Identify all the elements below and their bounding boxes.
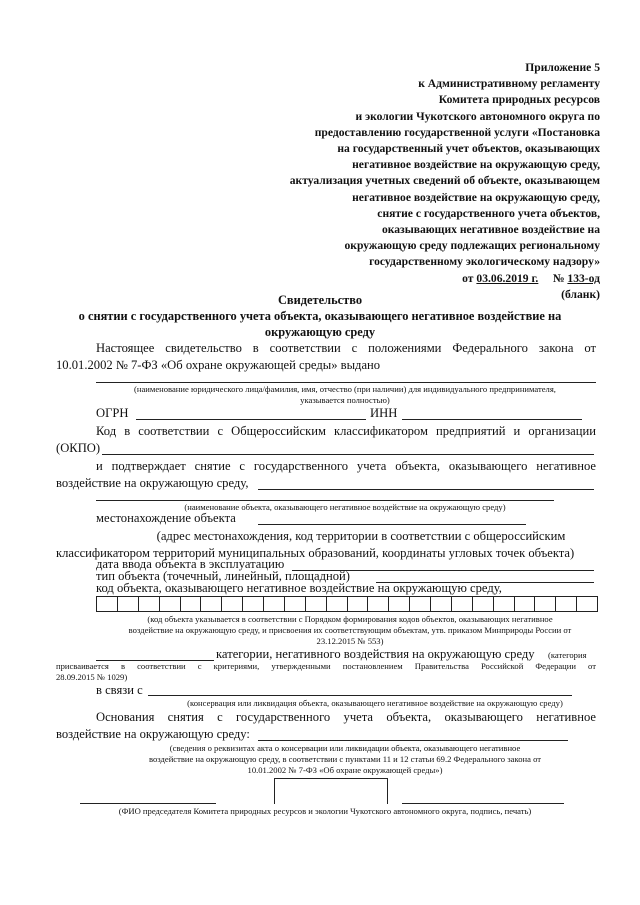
date-number-line — [220, 271, 600, 287]
object-name-field[interactable] — [96, 500, 554, 501]
okpo-label: (ОКПО) — [56, 441, 101, 455]
okpo-field[interactable] — [102, 454, 594, 455]
commission-date-label: дата ввода объекта в эксплуатацию — [96, 557, 285, 571]
appendix-line: предоставлению государственной услуги «Постановка — [314, 125, 600, 139]
title-line-3: окружающую среду — [264, 325, 376, 339]
okpo-line-1: Код в соответствии с Общероссийским классификатором предприятий и организации — [96, 424, 596, 438]
code-cell[interactable] — [201, 597, 222, 611]
code-cell[interactable] — [368, 597, 389, 611]
appendix-line: снятие с государственного учета объектов, — [377, 206, 600, 220]
grounds-hint-1: (сведения о реквизитах акта о консервации или ликвидации объекта, оказывающего негативное — [169, 743, 521, 753]
location-field[interactable] — [258, 524, 526, 525]
appendix-line: и экологии Чукотского автономного округа по — [355, 109, 600, 123]
object-name-hint: (наименование объекта, оказывающего негативное воздействие на окружающую среду) — [184, 502, 506, 512]
signature-hint: (ФИО председателя Комитета природных ресурсов и экологии Чукотского автономного округа, подпись, печать) — [118, 806, 532, 816]
appendix-line: на государственный учет объектов, оказывающих — [337, 142, 600, 156]
confirm-line-2: воздействие на окружающую среду, — [56, 476, 249, 490]
chairman-name-field[interactable] — [80, 803, 216, 804]
appendix-line: Комитета природных ресурсов — [438, 93, 600, 107]
title-line-1: Свидетельство — [277, 293, 363, 307]
code-cell[interactable] — [243, 597, 264, 611]
document-number: 133-од — [567, 271, 600, 285]
object-inline-field[interactable] — [258, 489, 594, 490]
code-cell[interactable] — [264, 597, 285, 611]
number-prefix: № — [552, 271, 568, 285]
due-to-hint: (консервация или ликвидация объекта, оказывающего негативное воздействие на окружающую среду) — [187, 698, 563, 708]
object-code-label: код объекта, оказывающего негативное воздействие на окружающую среду, — [96, 581, 502, 595]
code-hint-1: (код объекта указывается в соответствии с Порядком формирования кодов объектов, оказывающих негативное — [147, 614, 553, 624]
due-to-field[interactable] — [148, 695, 572, 696]
code-cell[interactable] — [452, 597, 473, 611]
intro-line-1: Настоящее свидетельство в соответствии с положениями Федерального закона от — [96, 341, 596, 355]
address-hint-1: (адрес местонахождения, код территории в соответствии с общероссийским — [156, 529, 566, 543]
code-cell[interactable] — [160, 597, 181, 611]
code-cell[interactable] — [535, 597, 556, 611]
grounds-line-2: воздействие на окружающую среду: — [56, 727, 250, 741]
grounds-hint-2: воздействие на окружающую среду, в соответствии с пунктами 11 и 12 статьи 69.2 Федерального закона от — [148, 754, 542, 764]
code-cell[interactable] — [556, 597, 577, 611]
category-label: категории, негативного воздействия на окружающую среду — [216, 647, 535, 661]
appendix-header — [220, 60, 600, 303]
document-date: 03.06.2019 г. — [476, 271, 539, 285]
certificate-title — [40, 292, 600, 340]
grounds-field[interactable] — [258, 740, 568, 741]
inn-field[interactable] — [402, 419, 582, 420]
inn-label: ИНН — [370, 406, 398, 420]
category-hint-2: 28.09.2015 № 1029) — [56, 672, 128, 682]
ogrn-label: ОГРН — [96, 406, 129, 420]
code-cell[interactable] — [327, 597, 348, 611]
code-cell[interactable] — [97, 597, 118, 611]
code-cell[interactable] — [118, 597, 139, 611]
holder-name-hint-1: (наименование юридического лица/фамилия, имя, отчество (при наличии) для индивидуального предпринимателя, — [134, 384, 556, 394]
blank-label: (бланк) — [561, 287, 600, 301]
location-label: местонахождение объекта — [96, 511, 236, 525]
code-cell[interactable] — [222, 597, 243, 611]
appendix-line: оказывающих негативное воздействие на — [381, 223, 600, 237]
object-code-cells[interactable] — [96, 596, 598, 612]
due-to-label: в связи с — [96, 683, 143, 697]
appendix-line: негативное воздействие на окружающую среду, — [352, 158, 600, 172]
code-hint-3: 23.12.2015 № 553) — [316, 636, 384, 646]
appendix-line: государственному экологическому надзору» — [369, 255, 600, 269]
code-cell[interactable] — [389, 597, 410, 611]
code-cell[interactable] — [494, 597, 515, 611]
code-cell[interactable] — [285, 597, 306, 611]
category-hint-inline: (категория — [548, 650, 587, 660]
address-hint-2: классификатором территорий муниципальных образований, координаты угловых точек объекта) — [56, 546, 575, 560]
date-prefix: от — [462, 271, 477, 285]
object-type-label: тип объекта (точечный, линейный, площадной) — [96, 569, 350, 583]
appendix-line: негативное воздействие на окружающую среду, — [352, 190, 600, 204]
confirm-line-1: и подтверждает снятие с государственного учета объекта, оказывающего негативное — [96, 459, 596, 473]
category-hint-1: присваивается в соответствии с критериями, утвержденными постановлением Правительства Российской Федерации от — [56, 661, 596, 671]
grounds-line-1: Основания снятия с государственного учета объекта, оказывающего негативное — [96, 710, 596, 724]
ogrn-field[interactable] — [136, 419, 366, 420]
holder-name-field[interactable] — [96, 382, 596, 383]
grounds-hint-3: 10.01.2002 № 7-ФЗ «Об охране окружающей среды») — [247, 765, 443, 775]
appendix-line: актуализация учетных сведений об объекте, оказывающем — [289, 174, 600, 188]
intro-line-2: 10.01.2002 № 7-ФЗ «Об охране окружающей среды» выдано — [56, 358, 381, 372]
code-cell[interactable] — [348, 597, 369, 611]
code-hint-2: воздействие на окружающую среду, и присвоения их соответствующим объектам, утв. приказом Минприроды России от — [128, 625, 572, 635]
code-cell[interactable] — [515, 597, 536, 611]
code-cell[interactable] — [139, 597, 160, 611]
holder-name-hint-2: указывается полностью) — [300, 395, 390, 405]
seal-field[interactable] — [402, 803, 564, 804]
appendix-line: Приложение 5 — [525, 61, 600, 74]
code-cell[interactable] — [306, 597, 327, 611]
signature-field[interactable] — [274, 778, 388, 804]
code-cell[interactable] — [181, 597, 202, 611]
code-cell[interactable] — [577, 597, 597, 611]
code-cell[interactable] — [410, 597, 431, 611]
code-cell[interactable] — [473, 597, 494, 611]
appendix-line: к Административному регламенту — [418, 77, 600, 91]
appendix-line: окружающую среду подлежащих региональному — [344, 239, 600, 253]
code-cell[interactable] — [431, 597, 452, 611]
title-line-2: о снятии с государственного учета объекта, оказывающего негативное воздействие на — [78, 309, 562, 323]
